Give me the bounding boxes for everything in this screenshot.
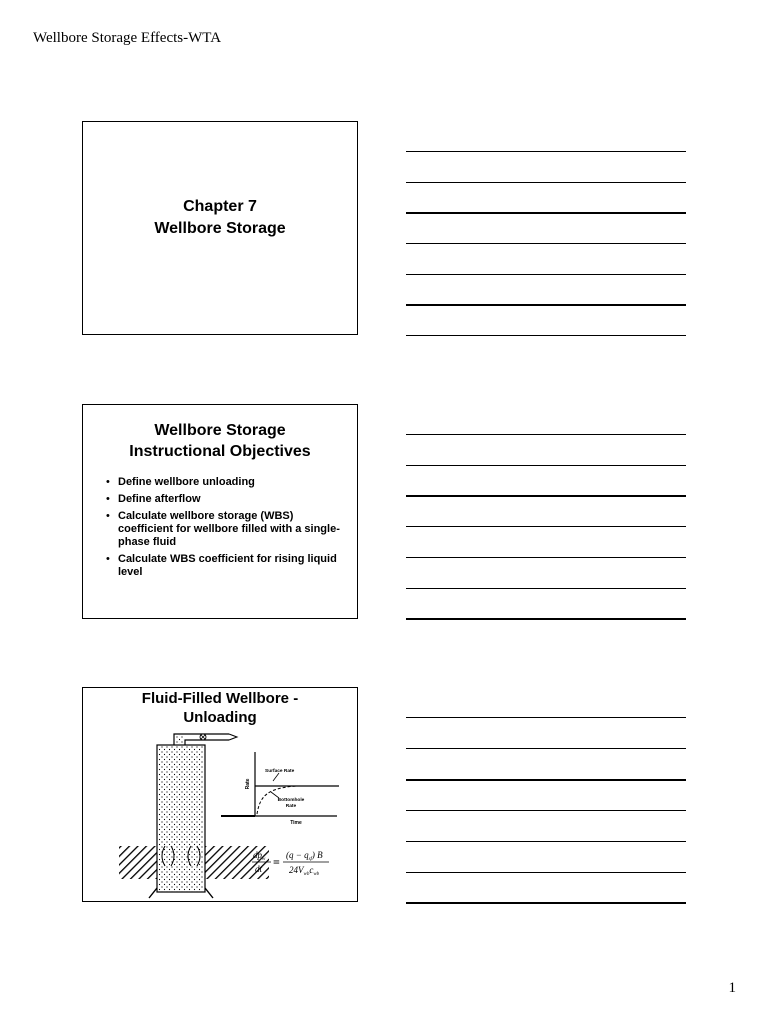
surface-rate-pointer	[273, 773, 279, 781]
note-line	[406, 872, 686, 873]
note-line	[406, 557, 686, 558]
eq-equals: =	[273, 855, 280, 869]
slide-title-line-1: Fluid-Filled Wellbore -	[141, 690, 299, 707]
bottomhole-rate-label: Bottomhole	[277, 798, 305, 803]
surface-rate-label: Surface Rate	[265, 769, 295, 774]
note-line	[406, 779, 686, 781]
eq-lhs-denominator: dt	[255, 864, 263, 874]
note-line	[406, 717, 686, 718]
note-line	[406, 902, 686, 904]
eq-rhs-denominator: $24V_{wb}c_{wb}$	[289, 865, 320, 877]
note-line	[406, 495, 686, 497]
slide-objectives	[82, 404, 358, 619]
wellbore-unloading-figure	[83, 688, 357, 901]
chart-xlabel: Time	[290, 820, 302, 826]
slide-title-line-2: Instructional Objectives	[129, 443, 311, 460]
slide-title	[83, 420, 357, 462]
note-line	[406, 182, 686, 183]
note-line	[406, 304, 686, 306]
slide-chapter-title	[82, 121, 358, 335]
riser-fluid	[175, 735, 184, 744]
note-line	[406, 335, 686, 336]
note-line	[406, 810, 686, 811]
note-line	[406, 151, 686, 152]
slide-unloading	[82, 687, 358, 902]
chart-ylabel: Rate	[245, 778, 251, 790]
list-item: • Calculate wellbore storage (WBS) coefficient for wellbore filled with a single-phase fluid	[106, 510, 341, 549]
slide-title-line-2: Wellbore Storage	[154, 220, 286, 237]
note-line	[406, 841, 686, 842]
rate-time-chart	[221, 752, 339, 826]
note-line	[406, 618, 686, 620]
list-item: • Calculate WBS coefficient for rising liquid level	[106, 553, 341, 579]
note-line	[406, 588, 686, 589]
list-item: • Define afterflow	[106, 493, 341, 506]
document-header: Wellbore Storage Effects-WTA	[33, 30, 222, 46]
wellbore-fluid	[158, 746, 204, 892]
note-line	[406, 274, 686, 275]
note-line	[406, 243, 686, 244]
note-line	[406, 465, 686, 466]
slide-title-line-2: Unloading	[183, 709, 257, 726]
objectives-list	[83, 476, 357, 579]
page-number: 1	[728, 980, 736, 996]
slide-title-line-1: Chapter 7	[183, 198, 257, 215]
slide-title	[83, 196, 357, 240]
list-item: • Define wellbore unloading	[106, 476, 341, 489]
bottomhole-rate-label-2: Rate	[285, 804, 297, 809]
note-line	[406, 748, 686, 749]
note-line	[406, 434, 686, 435]
note-line	[406, 212, 686, 214]
flow-arrow-icon	[229, 734, 237, 740]
note-line	[406, 526, 686, 527]
slide-title-line-1: Wellbore Storage	[154, 422, 286, 439]
eq-rhs-numerator: $(q - q_{sf})$ B	[286, 850, 323, 862]
eq-lhs-numerator: $dp_w$	[253, 850, 266, 862]
